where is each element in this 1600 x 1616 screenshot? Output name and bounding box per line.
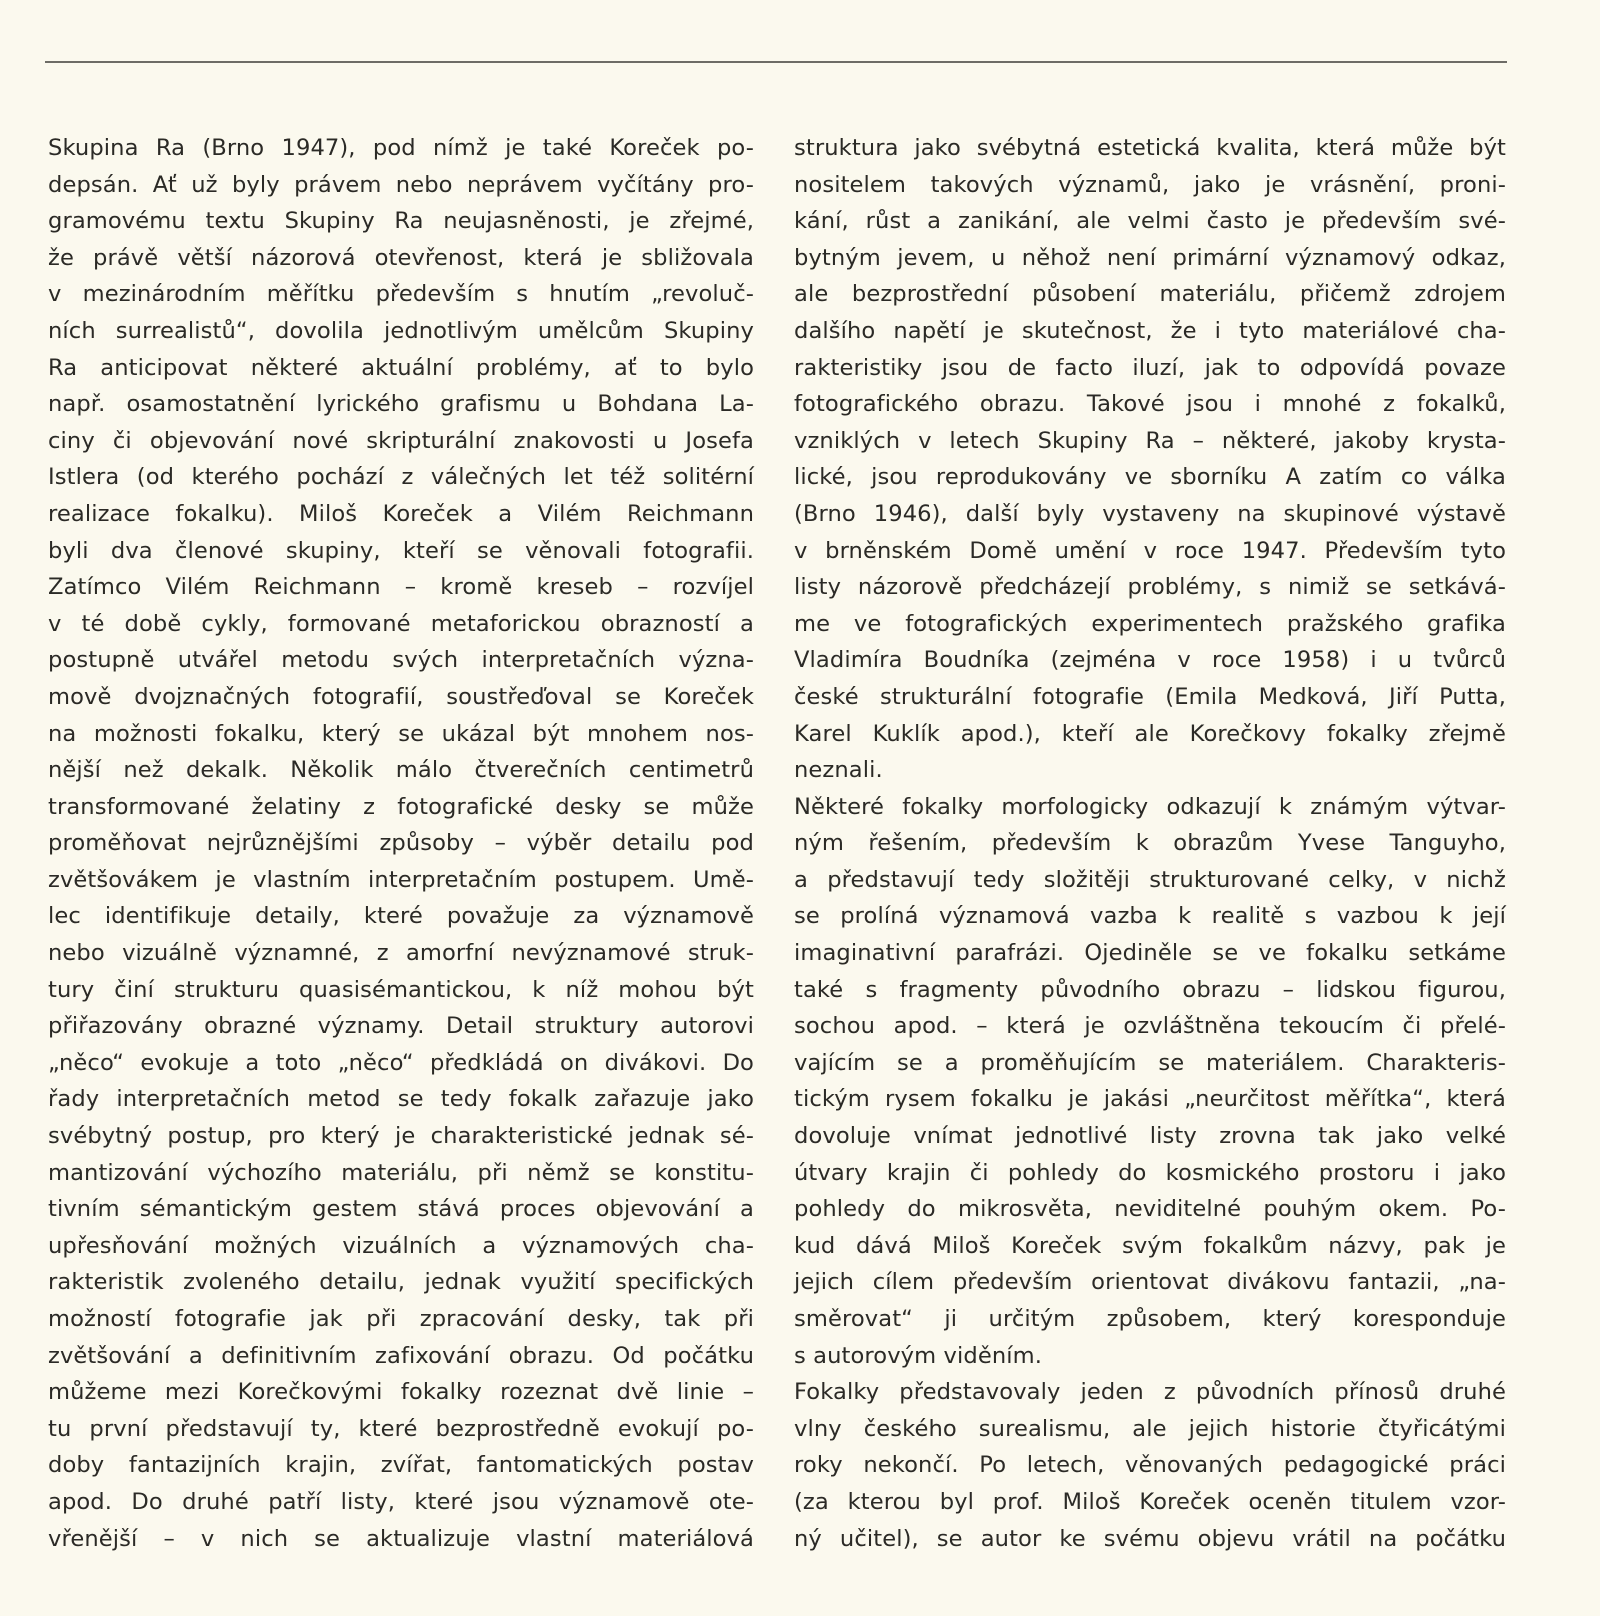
text-line: vzniklých v letech Skupiny Ra – některé, jakoby krysta- [794,427,1506,454]
text-line: (Brno 1946), další byly vystaveny na skupinové výstavě [794,500,1506,527]
text-line: tu první představují ty, které bezprostředně evokují po- [48,1415,754,1442]
text-line: ních surrealistů“, dovolila jednotlivým umělcům Skupiny [48,317,754,344]
text-line: se prolíná významová vazba k realitě s vazbou k její [794,903,1506,930]
text-line: ným řešením, především k obrazům Yvese Tanguyho, [794,830,1506,857]
text-line: dovoluje vnímat jednotlivé listy zrovna tak jako velké [794,1123,1506,1150]
text-line: mantizování výchozího materiálu, při němž se konstitu- [48,1159,754,1186]
text-line: postupně utvářel metodu svých interpretačních význa- [48,647,754,674]
text-line: vřenější – v nich se aktualizuje vlastní materiálová [48,1525,754,1552]
text-line: transformované želatiny z fotografické desky se může [48,793,754,820]
text-line: tivním sémantickým gestem stává proces objevování a [48,1196,754,1223]
text-line: apod. Do druhé patří listy, které jsou významově ote- [48,1488,754,1515]
text-line: např. osamostatnění lyrického grafismu u Bohdana La- [48,391,754,418]
text-line: ale bezprostřední působení materiálu, přičemž zdrojem [794,281,1506,308]
text-line: také s fragmenty původního obrazu – lidskou figurou, [794,976,1506,1003]
text-line: Istlera (od kterého pochází z válečných let též solitérní [48,464,754,491]
text-line: depsán. Ať už byly právem nebo neprávem vyčítány pro- [48,171,754,198]
text-line: české strukturální fotografie (Emila Medková, Jiří Putta, [794,683,1506,710]
text-line: realizace fokalku). Miloš Koreček a Vilém Reichmann [48,500,754,527]
text-line: svébytný postup, pro který je charakteristické jednak sé- [48,1123,754,1150]
text-line: Fokalky představovaly jeden z původních přínosů druhé [794,1379,1506,1406]
text-line: jejich cílem především orientovat divákovu fantazii, „na- [794,1269,1506,1296]
text-line: tickým rysem fokalku je jakási „neurčitost měřítka“, která [794,1086,1506,1113]
text-line: ciny či objevování nové skripturální znakovosti u Josefa [48,427,754,454]
text-line: kání, růst a zanikání, ale velmi často je především své- [794,208,1506,235]
text-line: nější než dekalk. Několik málo čtverečních centimetrů [48,757,754,784]
text-line: s autorovým viděním. [794,1342,1043,1369]
text-line: upřesňování možných vizuálních a významových cha- [48,1232,754,1259]
text-line: vlny českého surealismu, ale jejich historie čtyřicátými [794,1415,1506,1442]
text-column-left [48,130,754,1557]
text-line: vajícím se a proměňujícím se materiálem. Charakteris- [794,1049,1506,1076]
text-line: lec identifikuje detaily, které považuje za významově [48,903,754,930]
text-line: zvětšování a definitivním zafixování obrazu. Od počátku [48,1342,754,1369]
text-line: Zatímco Vilém Reichmann – kromě kreseb – rozvíjel [48,574,754,601]
text-line: proměňovat nejrůznějšími způsoby – výběr detailu pod [48,830,754,857]
text-line: v mezinárodním měřítku především s hnutím „revoluč- [48,281,754,308]
text-line: byli dva členové skupiny, kteří se věnovali fotografii. [48,537,754,564]
text-line: dalšího napětí je skutečnost, že i tyto materiálové cha- [794,317,1506,344]
header-rule [45,61,1507,63]
text-line: Karel Kuklík apod.), kteří ale Korečkovy fokalky zřejmě [794,720,1506,747]
text-line: doby fantazijních krajin, zvířat, fantomatických postav [48,1452,754,1479]
text-line: lické, jsou reprodukovány ve sborníku A zatím co válka [794,464,1506,491]
text-line: Některé fokalky morfologicky odkazují k známým výtvar- [794,793,1506,820]
text-line: kud dává Miloš Koreček svým fokalkům názvy, pak je [794,1232,1506,1259]
text-line: roky nekončí. Po letech, věnovaných pedagogické práci [794,1452,1506,1479]
text-line: mově dvojznačných fotografií, soustřeďoval se Koreček [48,683,754,710]
text-line: směrovat“ ji určitým způsobem, který koresponduje [794,1306,1506,1332]
text-line: že právě větší názorová otevřenost, která je sbližovala [48,244,754,271]
text-line: Skupina Ra (Brno 1947), pod nímž je také Koreček po- [48,135,754,161]
text-line: Ra anticipovat některé aktuální problémy, ať to bylo [48,354,754,381]
text-line: útvary krajin či pohledy do kosmického prostoru i jako [794,1159,1506,1186]
text-line: fotografického obrazu. Takové jsou i mnohé z fokalků, [794,391,1506,418]
text-line: „něco“ evokuje a toto „něco“ předkládá on divákovi. Do [48,1049,754,1076]
text-line: struktura jako svébytná estetická kvalita, která může být [794,135,1506,161]
text-line: na možnosti fokalku, který se ukázal být mnohem nos- [48,720,754,747]
text-line: listy názorově předcházejí problémy, s nimiž se setkává- [794,574,1506,601]
text-line: řady interpretačních metod se tedy fokalk zařazuje jako [48,1086,754,1113]
text-line: přiřazovány obrazné významy. Detail struktury autorovi [48,1013,754,1040]
text-line: sochou apod. – která je ozvláštněna tekoucím či přelé- [794,1013,1506,1040]
text-line: zvětšovákem je vlastním interpretačním postupem. Umě- [48,866,754,893]
text-line: ný učitel), se autor ke svému objevu vrátil na počátku [794,1525,1506,1552]
text-line: rakteristik zvoleného detailu, jednak využití specifických [48,1269,754,1296]
text-line: v té době cykly, formované metaforickou obrazností a [48,610,754,637]
text-column-right [794,130,1506,1557]
text-line: a představují tedy složitěji strukturované celky, v nichž [794,866,1506,893]
text-line: neznali. [794,757,883,784]
text-line: v brněnském Domě umění v roce 1947. Především tyto [794,537,1506,564]
text-line: gramovému textu Skupiny Ra neujasněnosti, je zřejmé, [48,208,754,235]
text-line: nositelem takových významů, jako je vrásnění, proni- [794,171,1506,198]
text-line: pohledy do mikrosvěta, neviditelné pouhým okem. Po- [794,1196,1506,1223]
text-line: imaginativní parafrázi. Ojediněle se ve fokalku setkáme [794,940,1506,967]
text-line: můžeme mezi Korečkovými fokalky rozeznat dvě linie – [48,1379,754,1406]
text-line: možností fotografie jak při zpracování desky, tak při [48,1306,754,1332]
text-line: tury činí strukturu quasisémantickou, k níž mohou být [48,976,754,1003]
text-line: Vladimíra Boudníka (zejména v roce 1958) i u tvůrců [794,647,1506,674]
text-line: me ve fotografických experimentech pražského grafika [794,610,1506,637]
text-line: nebo vizuálně významné, z amorfní nevýznamové struk- [48,940,754,967]
text-line: rakteristiky jsou de facto iluzí, jak to odpovídá povaze [794,354,1506,381]
text-line: bytným jevem, u něhož není primární významový odkaz, [794,244,1506,271]
text-line: (za kterou byl prof. Miloš Koreček oceněn titulem vzor- [794,1488,1506,1515]
